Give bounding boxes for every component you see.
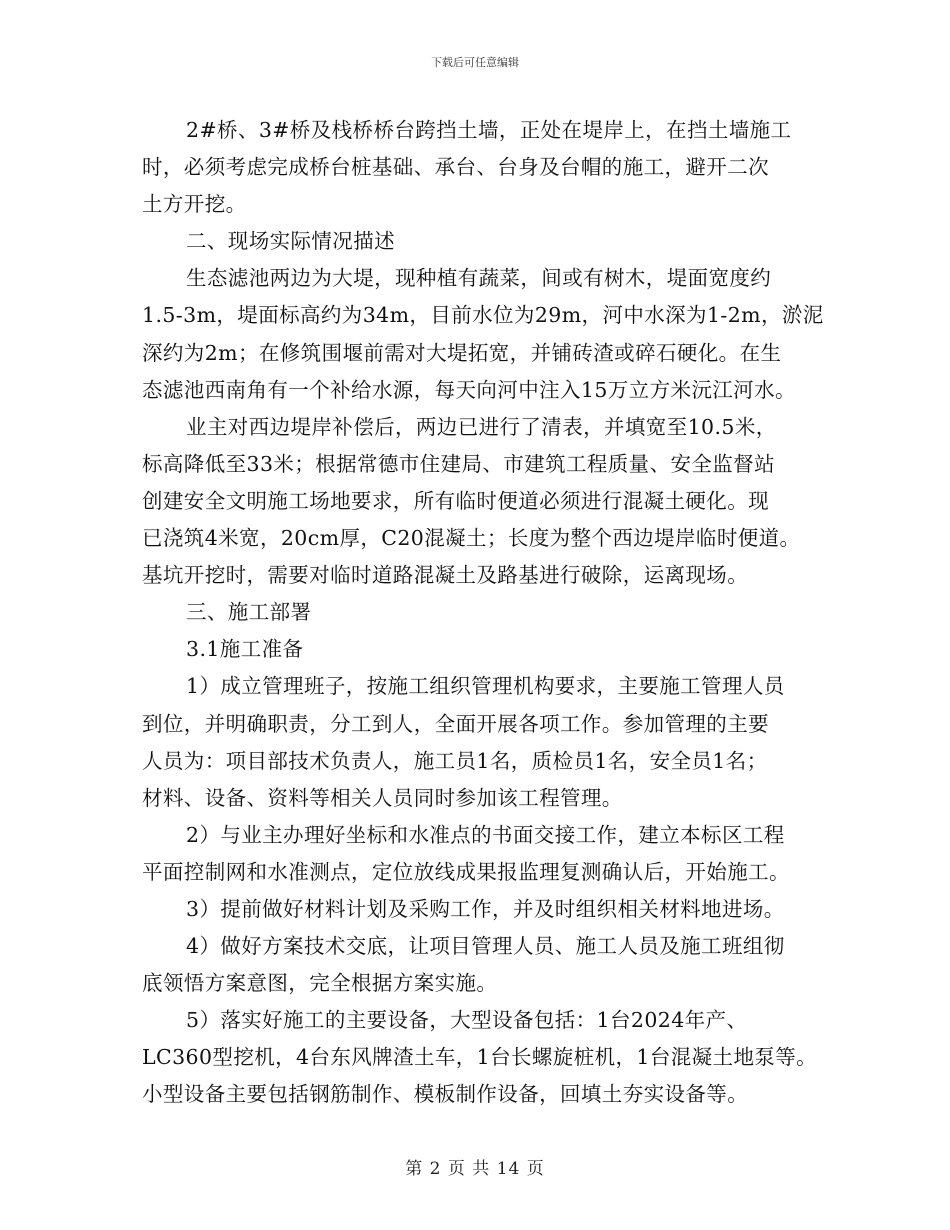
text-line: 材料、设备、资料等相关人员同时参加该工程管理。 (142, 785, 623, 810)
text-line: 创建安全文明施工场地要求，所有临时便道必须进行混凝土硬化。现 (142, 488, 769, 513)
text-line: 2）与业主办理好坐标和水准点的书面交接工作，建立本标区工程 (186, 822, 785, 847)
text-line: 业主对西边堤岸补偿后，两边已进行了清表，并填宽至10.5米， (186, 414, 777, 439)
page-header: 下载后可任意编辑 (431, 56, 519, 69)
text-line: 深约为2m；在修筑围堰前需对大堤拓宽，并铺砖渣或碎石硬化。在生 (142, 340, 782, 365)
text-line: 态滤池西南角有一个补给水源，每天向河中注入15万立方米沅江河水。 (142, 377, 796, 402)
text-line: 4）做好方案技术交底，让项目管理人员、施工人员及施工班组彻 (186, 934, 785, 959)
text-line: 基坑开挖时，需要对临时道路混凝土及路基进行破除，运离现场。 (142, 563, 749, 588)
page-footer: 第 2 页 共 14 页 (405, 1159, 545, 1179)
text-line: 1）成立管理班子，按施工组织管理机构要求，主要施工管理人员 (186, 674, 785, 699)
text-line: 1.5-3m，堤面标高约为34m，目前水位为29m，河中水深为1-2m，淤泥 (142, 303, 824, 328)
text-line: 二、现场实际情况描述 (186, 229, 395, 254)
text-line: 已浇筑4米宽，20cm厚，C20混凝土；长度为整个西边堤岸临时便道。 (142, 526, 801, 551)
text-line: 5）落实好施工的主要设备，大型设备包括：1台2024年产、 (186, 1008, 748, 1033)
text-line: 三、施工部署 (186, 600, 312, 625)
text-line: 3.1施工准备 (186, 637, 304, 662)
text-line: 土方开挖。 (142, 192, 247, 217)
text-line: 标高降低至33米；根据常德市住建局、市建筑工程质量、安全监督站 (142, 451, 775, 476)
text-line: 小型设备主要包括钢筋制作、模板制作设备，回填土夯实设备等。 (142, 1082, 749, 1107)
text-line: 平面控制网和水准测点，定位放线成果报监理复测确认后，开始施工。 (142, 859, 790, 884)
text-line: LC360型挖机，4台东风牌渣土车，1台长螺旋桩机，1台混凝土地泵等。 (142, 1045, 818, 1070)
text-line: 人员为：项目部技术负责人，施工员1名，质检员1名，安全员1名； (142, 748, 768, 773)
text-line: 生态滤池两边为大堤，现种植有蔬菜，间或有树木，堤面宽度约 (186, 266, 772, 291)
text-line: 到位，并明确职责，分工到人，全面开展各项工作。参加管理的主要 (142, 711, 769, 736)
text-line: 2#桥、3#桥及栈桥桥台跨挡土墙，正处在堤岸上，在挡土墙施工 (186, 118, 792, 142)
text-line: 时，必须考虑完成桥台桩基础、承台、台身及台帽的施工，避开二次 (142, 155, 769, 180)
text-line: 底领悟方案意图，完全根据方案实施。 (142, 971, 498, 996)
text-line: 3）提前做好材料计划及采购工作，并及时组织相关材料地进场。 (186, 896, 785, 921)
document-body (142, 112, 842, 1114)
